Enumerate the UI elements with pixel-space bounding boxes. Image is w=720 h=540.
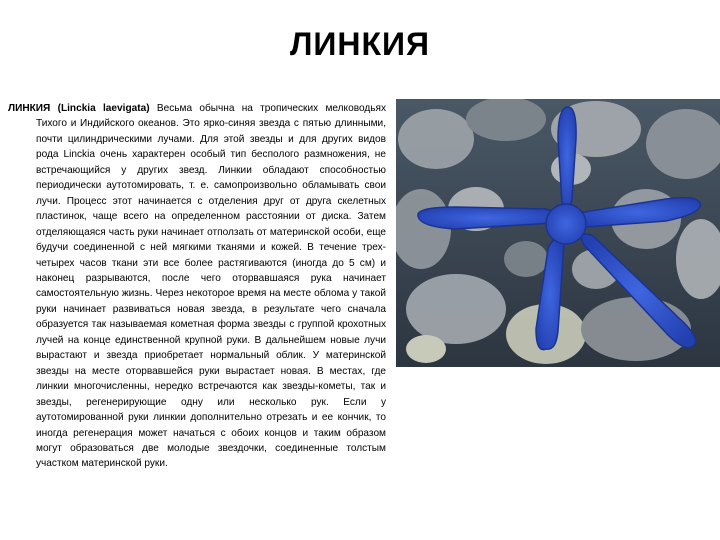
article-text [8, 101, 386, 472]
starfish-illustration [396, 99, 720, 367]
starfish-photo [396, 99, 720, 367]
article-term: ЛИНКИЯ (Linckia laevigata) [8, 103, 150, 114]
article-body: Весьма обычна на тропических мелководьях Тихого и Индийского океанов. Это ярко-синяя звезда с пятью длинными, почти цилиндрическими лучами. Для этой звезды и для других видов рода Linckia очень характерен особый тип бесполого размножения, не встречающийся у других звезд. Линкии обладают способностью периодически аутотомировать, т. е. самопроизвольно обламывать свои лучи. Процесс этот начинается с отделения друг от друга скелетных пластинок, чаще всего на определенном расстоянии от диска. Затем отделяющаяся часть руки начинает отползать от материнской особи, еще будучи соединенной с ней мягкими тканями и кожей. В течение трех-четырех часов ткани эти все более растягиваются (иногда до 5 см) и наконец разрываются, после чего оторвавшаяся рука начинает самостоятельную жизнь. Через некоторое время на месте облома у такой руки начинает развиваться новая звезда, в результате чего сначала образуется так называемая кометная форма звезды с группой крохотных лучей на конце единственной крупной руки. В дальнейшем новые лучи вырастают и звезда приобретает нормальный облик. У материнской звезды на месте оторвавшейся руки вырастает новая. В местах, где линкии многочисленны, нередко встречаются как звезды-кометы, так и звезды, регенерирующие одну или несколько рук. Если у аутотомированной руки линкии дополнительно отрезать и ее кончик, то иногда регенерация может начаться с обоих концов и таким образом могут образоваться две молодые звездочки, соединенные толстым участком материнской руки. [36, 103, 386, 470]
slide-title: ЛИНКИЯ [289, 26, 431, 62]
